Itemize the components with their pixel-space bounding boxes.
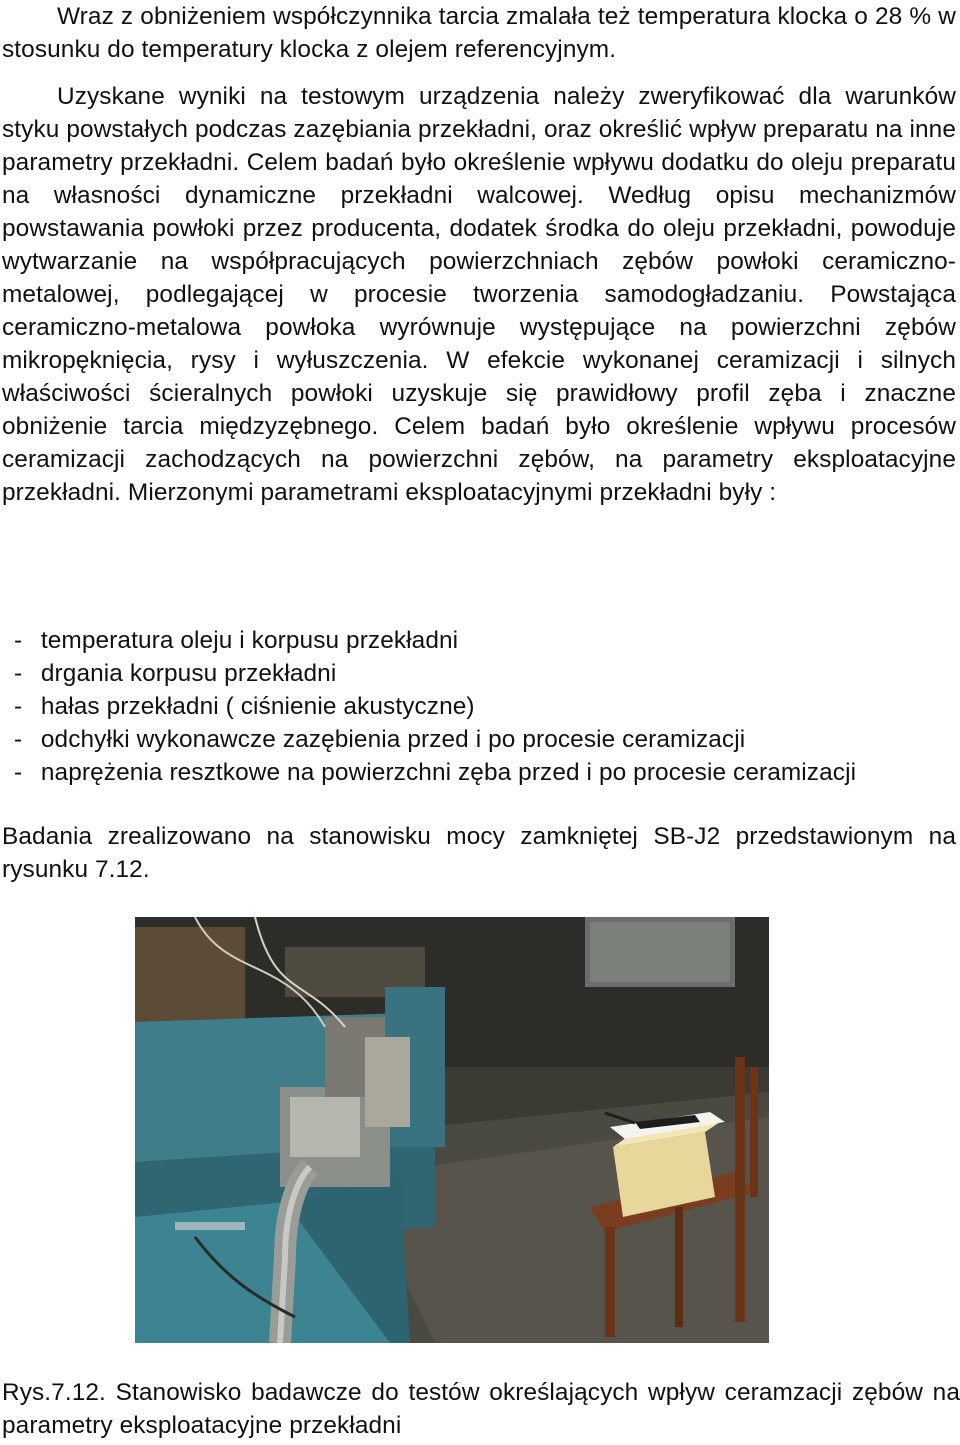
list-marker: - xyxy=(14,759,23,786)
photo-chair-leg xyxy=(735,1192,745,1322)
figure-caption: Rys.7.12. Stanowisko badawcze do testów określających wpływ ceramzacji zębów na parametry eksploatacyjne przekładni xyxy=(2,1379,960,1439)
photo-chair-leg xyxy=(605,1227,615,1337)
paragraph-research-goal: Uzyskane wyniki na testowym urządzenia należy zweryfikować dla warunków styku powstałych podczas zazębiania przekładni, oraz określić wpływ preparatu na inne parametry przekładni. Celem badań było określenie wpływu dodatku do oleju preparatu na własności dynamiczne przekładni walcowej. Według opisu mechanizmów powstawania powłoki przez producenta, dodatek środka do oleju przekładni, powoduje wytwarzanie na współpracujących powierzchniach zębów powłoki ceramiczno-metalowej, podlegającej w procesie tworzenia samodogładzaniu. Powstająca ceramiczno-metalowa powłoka wyrównuje występujące na powierzchni zębów mikropęknięcia, rysy i wyłuszczenia. W efekcie wykonanej ceramizacji i silnych właściwości ścieralnych powłoki uzyskuje się prawidłowy profil zęba i znaczne obniżenie tarcia międzyzębnego. Celem badań było określenie wpływu procesów ceramizacji zachodzących na powierzchni zębów, na parametry eksploatacyjne przekładni. Mierzonymi parametrami eksploatacyjnymi przekładni były : xyxy=(2,83,956,506)
paragraph-test-stand: Badania zrealizowano na stanowisku mocy zamkniętej SB-J2 przedstawionym na rysunku 7.12. xyxy=(2,823,956,883)
photo-motor xyxy=(365,1037,410,1127)
photo-box-handle xyxy=(175,1222,245,1230)
list-item: - naprężenia resztkowe na powierzchni zęba przed i po procesie ceramizacji xyxy=(0,756,960,789)
photo-cabinet-front xyxy=(590,922,730,982)
list-item: - drgania korpusu przekładni xyxy=(0,657,960,690)
list-item: - hałas przekładni ( ciśnienie akustyczne) xyxy=(0,690,960,723)
list-marker: - xyxy=(14,726,23,753)
photo-chair-back xyxy=(735,1057,745,1197)
list-marker: - xyxy=(14,693,23,720)
measured-parameters-list xyxy=(0,624,960,789)
test-stand-photo xyxy=(135,917,769,1343)
list-marker: - xyxy=(14,627,23,654)
list-marker: - xyxy=(14,660,23,687)
list-item: - odchyłki wykonawcze zazębienia przed i po procesie ceramizacji xyxy=(0,723,960,756)
paragraph-friction-temperature: Wraz z obniżeniem współczynnika tarcia zmalała też temperatura klocka o 28 % w stosunku do temperatury klocka z olejem referencyjnym. xyxy=(2,3,956,63)
photo-chair-back xyxy=(750,1067,758,1197)
photo-chair-leg xyxy=(675,1207,683,1327)
list-item: - temperatura oleju i korpusu przekładni xyxy=(0,624,960,657)
photo-gearbox-face xyxy=(290,1097,360,1157)
